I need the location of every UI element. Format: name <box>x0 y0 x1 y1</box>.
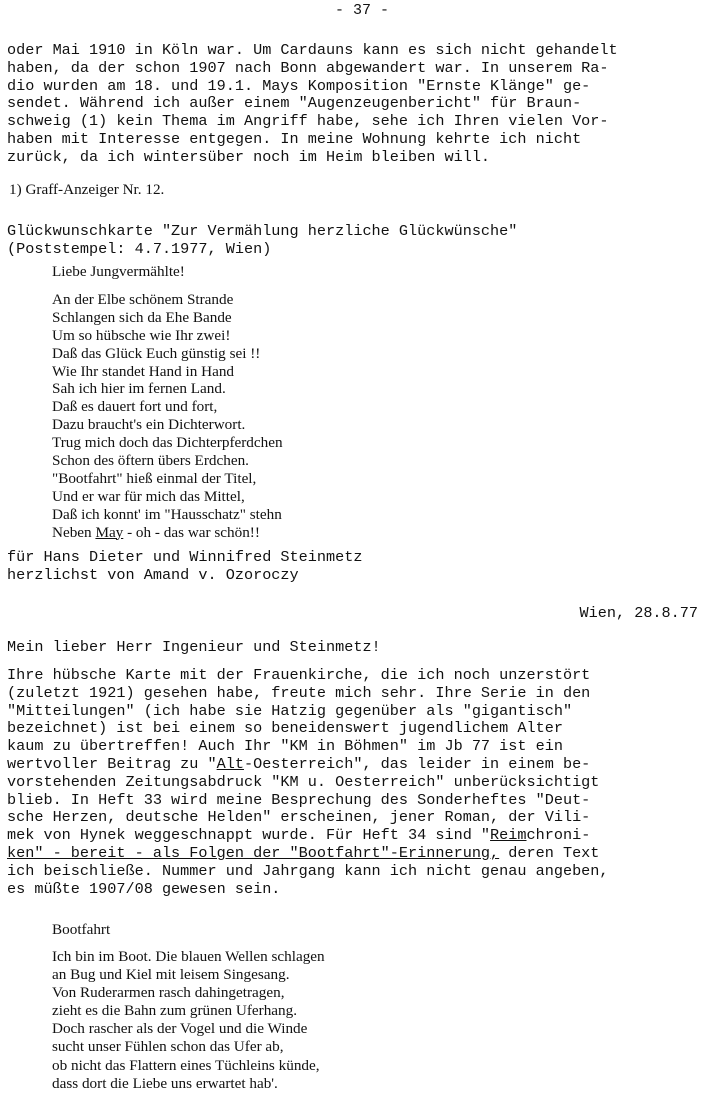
poem-line: Sah ich hier im fernen Land. <box>52 380 226 398</box>
text-line: mek von Hynek weggeschnappt wurde. Für Heft 34 sind "Reimchroni- <box>7 826 591 845</box>
wedding-poem <box>52 291 283 541</box>
text-line: haben mit Interesse entgegen. In meine Wohnung kehrte ich nicht <box>7 129 582 148</box>
text-line: herzlichst von Amand v. Ozoroczy <box>7 565 299 584</box>
text-line: (zuletzt 1921) gesehen habe, freute mich sehr. Ihre Serie in den <box>7 683 591 702</box>
footnote: 1) Graff-Anzeiger Nr. 12. <box>9 181 165 198</box>
letter-body <box>7 667 609 898</box>
poem-line: "Bootfahrt" hieß einmal der Titel, <box>52 469 257 487</box>
underlined-may: May <box>95 523 124 541</box>
poem-line: sucht unser Fühlen schon das Ufer ab, <box>52 1038 284 1056</box>
poem-line: Daß ich konnt' im "Hausschatz" stehn <box>52 505 282 523</box>
poem-line: Daß das Glück Euch günstig sei !! <box>52 344 261 362</box>
dedication <box>7 549 362 585</box>
text-line: sche Herzen, deutsche Helden" erscheinen, jener Roman, der Vili- <box>7 808 591 827</box>
poem-line: Trug mich doch das Dichterpferdchen <box>52 434 283 452</box>
text-line: schweig (1) kein Thema im Angriff habe, sehe ich Ihren vielen Vor- <box>7 112 609 131</box>
poem-line: Und er war für mich das Mittel, <box>52 487 245 505</box>
poem-line: Von Ruderarmen rasch dahingetragen, <box>52 984 285 1002</box>
letter-greeting: Mein lieber Herr Ingenieur und Steinmetz! <box>7 638 381 656</box>
poem-line: Um so hübsche wie Ihr zwei! <box>52 326 231 344</box>
poem-line: Schon des öftern übers Erdchen. <box>52 452 249 470</box>
text-line: kaum zu übertreffen! Auch Ihr "KM in Böhmen" im Jb 77 ist ein <box>7 737 563 756</box>
text-line: vorstehenden Zeitungsabdruck "KM u. Oesterreich" unberücksichtigt <box>7 772 600 791</box>
text-line: oder Mai 1910 in Köln war. Um Cardauns kann es sich nicht gehandelt <box>7 41 618 59</box>
letter-date: Wien, 28.8.77 <box>579 604 698 622</box>
poem-line: Ich bin im Boot. Die blauen Wellen schlagen <box>52 948 325 965</box>
underlined-reimchroniken: ken" - bereit - als Folgen der "Bootfahrt"-Erinnerung, <box>7 843 500 862</box>
text-line: Ihre hübsche Karte mit der Frauenkirche, die ich noch unzerstört <box>7 666 591 684</box>
poem-salutation: Liebe Jungvermählte! <box>52 263 185 280</box>
poem-line: dass dort die Liebe uns erwartet hab'. <box>52 1074 278 1092</box>
poem-line: An der Elbe schönem Strande <box>52 291 234 308</box>
poem-line: zieht es die Bahn zum grünen Uferhang. <box>52 1002 298 1020</box>
poem-line: Doch rascher als der Vogel und die Winde <box>52 1020 308 1038</box>
text-line: sendet. Während ich außer einem "Augenzeugenbericht" für Braun- <box>7 94 582 113</box>
text-line: Glückwunschkarte "Zur Vermählung herzliche Glückwünsche" <box>7 222 518 240</box>
text-line: ich beischließe. Nummer und Jahrgang kann ich nicht genau angeben, <box>7 861 609 880</box>
underlined-alt: Alt <box>216 754 244 773</box>
page-number: - 37 - <box>334 2 389 19</box>
poem-title: Bootfahrt <box>52 921 111 938</box>
bootfahrt-poem <box>52 948 325 1093</box>
poem-line: Schlangen sich da Ehe Bande <box>52 308 232 326</box>
text-line: haben, da der schon 1907 nach Bonn abgewandert war. In unserem Ra- <box>7 58 609 77</box>
poem-line: Dazu braucht's ein Dichterwort. <box>52 416 246 434</box>
poem-line: an Bug und Kiel mit leisem Singesang. <box>52 966 290 984</box>
text-line: es müßte 1907/08 gewesen sein. <box>7 879 281 898</box>
text-line: wertvoller Beitrag zu "Alt-Oesterreich", das leider in einem be- <box>7 754 591 773</box>
card-heading <box>7 223 517 259</box>
underlined-reim: Reim <box>490 826 527 845</box>
poem-line: Neben May - oh - das war schön!! <box>52 523 260 541</box>
text-line: bezeichnet) ist bei einem so beneidenswert jugendlichem Alter <box>7 719 563 738</box>
text-line: für Hans Dieter und Winnifred Steinmetz <box>7 548 363 566</box>
poem-line: Daß es dauert fort und fort, <box>52 398 218 416</box>
text-line: ken" - bereit - als Folgen der "Bootfahrt"-Erinnerung, deren Text <box>7 843 600 862</box>
poem-line: Wie Ihr standet Hand in Hand <box>52 362 235 380</box>
text-line: dio wurden am 18. und 19.1. Mays Komposition "Ernste Klänge" ge- <box>7 76 591 95</box>
text-line: blieb. In Heft 33 wird meine Besprechung des Sonderheftes "Deut- <box>7 790 591 809</box>
text-line: (Poststempel: 4.7.1977, Wien) <box>7 239 272 258</box>
poem-line: ob nicht das Flattern eines Tüchleins künde, <box>52 1056 320 1074</box>
text-line: "Mitteilungen" (ich habe sie Hatzig gegenüber als "gigantisch" <box>7 701 573 720</box>
text-line: zurück, da ich wintersüber noch im Heim bleiben will. <box>7 147 491 166</box>
paragraph-continuation <box>7 42 618 167</box>
